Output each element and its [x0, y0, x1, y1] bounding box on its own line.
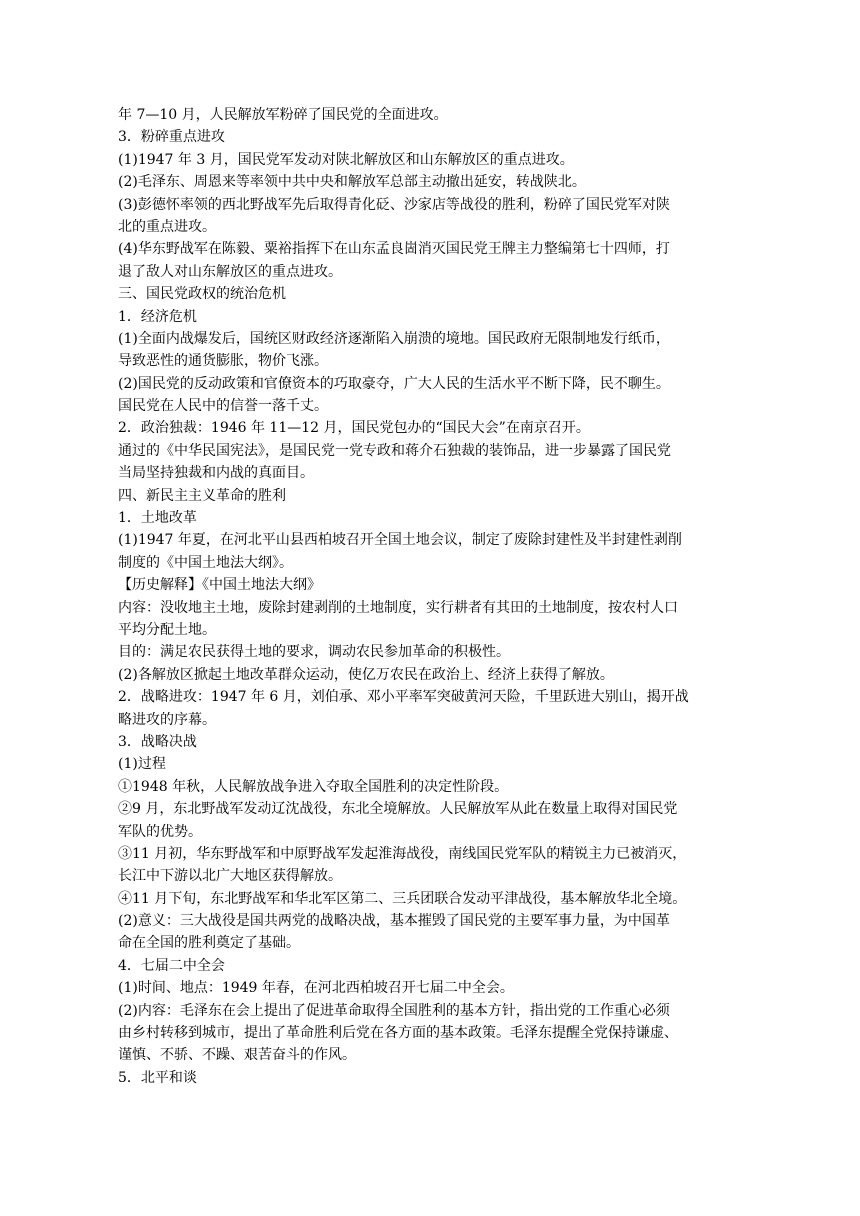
- text-line: (1)时间、地点：1949 年春，在河北西柏坡召开七届二中全会。: [118, 980, 514, 997]
- text-line: 长江中下游以北广大地区获得解放。: [118, 868, 342, 885]
- text-line: (1)1947 年 3 月，国民党军发动对陕北解放区和山东解放区的重点进攻。: [118, 151, 574, 168]
- text-line: 内容：没收地主土地，废除封建剥削的土地制度，实行耕者有其田的土地制度，按农村人口: [118, 599, 678, 616]
- text-line: (2)毛泽东、周恩来等率领中共中央和解放军总部主动撤出延安，转战陕北。: [118, 174, 586, 191]
- text-line: 制度的《中国土地法大纲》。: [118, 554, 293, 571]
- text-line: (2)国民党的反动政策和官僚资本的巧取豪夺，广大人民的生活水平不断下降，民不聊生。: [118, 375, 670, 392]
- text-line: 目的：满足农民获得土地的要求，调动农民参加革命的积极性。: [118, 644, 510, 661]
- document-body: [118, 104, 738, 1089]
- text-line: 由乡村转移到城市，提出了革命胜利后党在各方面的基本政策。毛泽东提醒全党保持谦虚、: [118, 1025, 678, 1042]
- text-line: 国民党在人民中的信誉一落千丈。: [118, 398, 328, 415]
- text-line: ③11 月初，华东野战军和中原野战军发起淮海战役，南线国民党军队的精锐主力已被消灭，: [118, 845, 687, 862]
- text-line: 三、国民党政权的统治危机: [118, 286, 286, 303]
- text-line: 2．政治独裁：1946 年 11—12 月，国民党包办的“国民大会”在南京召开。: [118, 420, 590, 437]
- text-line: 平均分配土地。: [118, 621, 216, 638]
- text-line: 当局坚持独裁和内战的真面目。: [118, 465, 314, 482]
- text-line: (4)华东野战军在陈毅、粟裕指挥下在山东孟良崮消灭国民党王牌主力整编第七十四师，打: [118, 241, 670, 258]
- text-line: (2)意义：三大战役是国共两党的战略决战，基本摧毁了国民党的主要军事力量，为中国革: [118, 913, 670, 930]
- text-line: 4．七届二中全会: [118, 957, 225, 974]
- text-line: 3．战略决战: [118, 733, 197, 750]
- text-line: ④11 月下旬，东北野战军和华北军区第二、三兵团联合发动平津战役，基本解放华北全境。: [118, 890, 687, 907]
- text-line: 军队的优势。: [118, 823, 202, 840]
- text-line: 3．粉碎重点进攻: [118, 129, 225, 146]
- text-line: (2)内容：毛泽东在会上提出了促进革命取得全国胜利的基本方针，指出党的工作重心必须: [118, 1002, 670, 1019]
- text-line: 2．战略进攻：1947 年 6 月，刘伯承、邓小平率军突破黄河天险，千里跃进大别山，揭开战: [118, 689, 689, 706]
- text-line: 【历史解释】《中国土地法大纲》: [118, 577, 321, 594]
- text-line: 1．土地改革: [118, 510, 197, 527]
- text-line: 四、新民主主义革命的胜利: [118, 487, 286, 504]
- text-line: (1)过程: [118, 756, 166, 773]
- text-line: 谨慎、不骄、不躁、艰苦奋斗的作风。: [118, 1047, 356, 1064]
- text-line: 命在全国的胜利奠定了基础。: [118, 935, 300, 952]
- text-line: 导致恶性的通货膨胀，物价飞涨。: [118, 353, 328, 370]
- text-line: (3)彭德怀率领的西北野战军先后取得青化砭、沙家店等战役的胜利，粉碎了国民党军对陕: [118, 196, 670, 213]
- text-line: ②9 月，东北野战军发动辽沈战役，东北全境解放。人民解放军从此在数量上取得对国民党: [118, 801, 678, 818]
- text-line: ①1948 年秋，人民解放战争进入夺取全国胜利的决定性阶段。: [118, 778, 509, 795]
- text-line: (2)各解放区掀起土地改革群众运动，使亿万农民在政治上、经济上获得了解放。: [118, 666, 614, 683]
- text-line: 年 7—10 月，人民解放军粉碎了国民党的全面进攻。: [118, 107, 448, 123]
- text-line: 退了敌人对山东解放区的重点进攻。: [118, 263, 342, 280]
- text-line: 5．北平和谈: [118, 1069, 197, 1086]
- text-line: (1)1947 年夏，在河北平山县西柏坡召开全国土地会议，制定了废除封建性及半封建性剥削: [118, 532, 682, 549]
- text-line: (1)全面内战爆发后，国统区财政经济逐渐陷入崩溃的境地。国民政府无限制地发行纸币，: [118, 330, 670, 347]
- text-line: 1．经济危机: [118, 308, 197, 325]
- text-line: 通过的《中华民国宪法》，是国民党一党专政和蒋介石独裁的装饰品，进一步暴露了国民党: [118, 442, 671, 459]
- text-line: 略进攻的序幕。: [118, 711, 216, 728]
- text-line: 北的重点进攻。: [118, 218, 216, 235]
